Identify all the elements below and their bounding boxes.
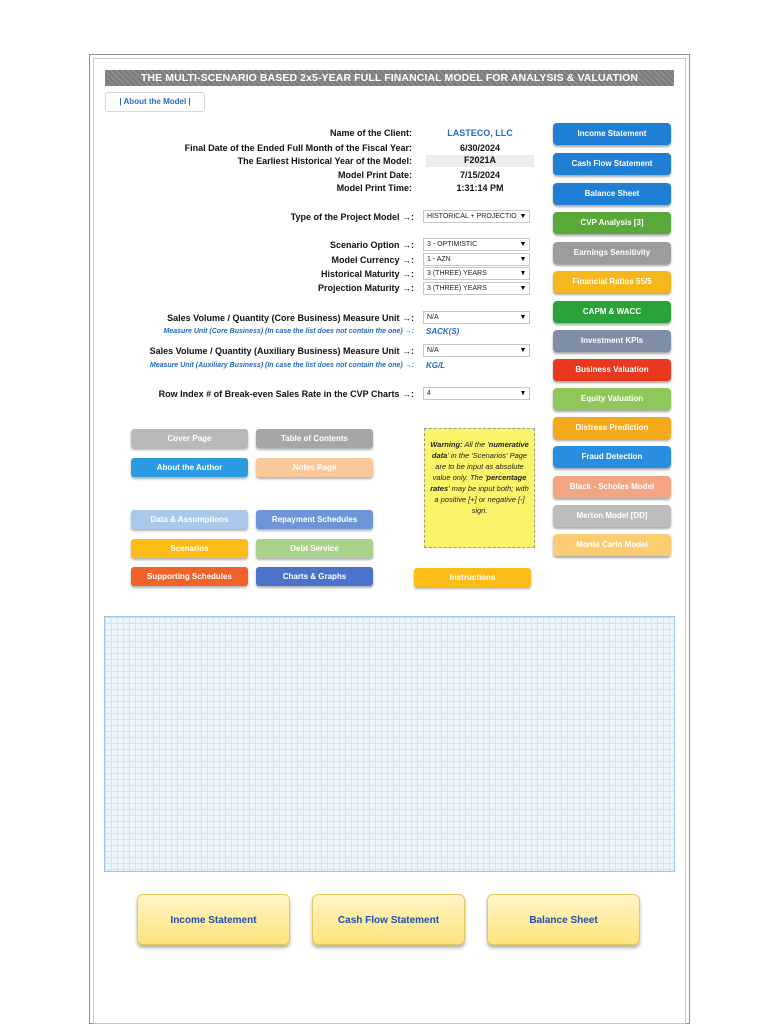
- aux-unit-dropdown[interactable]: N/A ▼: [423, 344, 530, 357]
- chevron-down-icon: ▼: [517, 239, 529, 250]
- warning-text: All the ': [462, 440, 489, 449]
- nav-label: Fraud Detection: [581, 452, 643, 461]
- nav-table-of-contents[interactable]: [256, 429, 373, 448]
- core-unit-label: Sales Volume / Quantity (Core Business) Measure Unit →:: [167, 313, 414, 323]
- aux-unit-custom-value[interactable]: KG/L: [426, 361, 446, 370]
- nav-cash-flow-statement[interactable]: [553, 153, 671, 175]
- nav-label: Earnings Sensitivity: [573, 248, 651, 257]
- nav-label: Repayment Schedules: [271, 515, 358, 524]
- warning-bold-numerative: numerative data: [431, 440, 529, 460]
- chevron-down-icon: ▼: [517, 312, 529, 323]
- nav-notes-page[interactable]: [256, 458, 373, 477]
- fiscal-date-label: Final Date of the Ended Full Month of the Fiscal Year:: [184, 143, 412, 153]
- model-currency-dropdown[interactable]: 1 - AZN ▼: [423, 253, 530, 266]
- scenario-option-label: Scenario Option →:: [329, 240, 414, 250]
- nav-capm-wacc[interactable]: [553, 301, 671, 323]
- earliest-year-value: F2021A: [426, 155, 534, 167]
- nav-monte-carlo-model[interactable]: [553, 534, 671, 556]
- nav-black-scholes-model[interactable]: [553, 476, 671, 498]
- nav-debt-service[interactable]: [256, 539, 373, 558]
- warning-note: [424, 428, 535, 548]
- model-title: THE MULTI-SCENARIO BASED 2x5-YEAR FULL FINANCIAL MODEL FOR ANALYSIS & VALUATION: [105, 70, 674, 86]
- nav-label: Instructions: [449, 573, 496, 582]
- print-date-label: Model Print Date:: [337, 170, 412, 180]
- nav-financial-ratios-55-5[interactable]: [553, 271, 671, 293]
- project-type-dropdown[interactable]: HISTORICAL + PROJECTIO ▼: [423, 210, 530, 223]
- chevron-down-icon: ▼: [517, 283, 529, 294]
- historical-maturity-label: Historical Maturity →:: [320, 269, 414, 279]
- scenario-option-dropdown[interactable]: 3 - OPTIMISTIC ▼: [423, 238, 530, 251]
- nav-about-author[interactable]: [131, 458, 248, 477]
- client-name-label: Name of the Client:: [329, 128, 412, 138]
- chevron-down-icon: ▼: [517, 211, 529, 222]
- core-unit-dropdown[interactable]: N/A ▼: [423, 311, 530, 324]
- chevron-down-icon: ▼: [517, 268, 529, 279]
- nav-label: Income Statement: [577, 129, 647, 138]
- nav-equity-valuation[interactable]: [553, 388, 671, 410]
- bottom-cash-flow-statement-button[interactable]: Cash Flow Statement: [312, 894, 465, 945]
- nav-label: Monte Carlo Model: [576, 540, 648, 549]
- nav-label: Debt Service: [290, 544, 339, 553]
- bottom-income-statement-button[interactable]: Income Statement: [137, 894, 290, 945]
- nav-label: Table of Contents: [281, 434, 348, 443]
- warning-text: ' in the 'Scenarios' Page are to be input as absolute value only. The ': [432, 451, 528, 482]
- nav-label: Supporting Schedules: [147, 572, 232, 581]
- core-unit-custom-value[interactable]: SACK(S): [426, 327, 460, 336]
- project-type-label: Type of the Project Model →:: [290, 212, 414, 222]
- nav-scenarios[interactable]: [131, 539, 248, 558]
- about-model-link[interactable]: | About the Model |: [105, 92, 205, 112]
- chart-placeholder-area: [104, 616, 675, 872]
- nav-label: Merton Model [DD]: [576, 511, 648, 520]
- nav-data-assumptions[interactable]: [131, 510, 248, 529]
- nav-cvp-analysis-3[interactable]: [553, 212, 671, 234]
- nav-instructions[interactable]: [414, 568, 531, 587]
- nav-label: Black - Scholes Model: [569, 482, 655, 491]
- bottom-balance-sheet-button[interactable]: Balance Sheet: [487, 894, 640, 945]
- nav-label: Scenarios: [170, 544, 209, 553]
- warning-prefix: Warning:: [430, 440, 463, 449]
- nav-income-statement[interactable]: [553, 123, 671, 145]
- nav-label: Cash Flow Statement: [571, 159, 653, 168]
- nav-label: Data & Assumptions: [150, 515, 229, 524]
- projection-maturity-dropdown[interactable]: 3 (THREE) YEARS ▼: [423, 282, 530, 295]
- row-index-dropdown[interactable]: 4 ▼: [423, 387, 530, 400]
- nav-charts-graphs[interactable]: [256, 567, 373, 586]
- nav-label: CAPM & WACC: [582, 307, 642, 316]
- fiscal-date-value: 6/30/2024: [459, 143, 501, 153]
- nav-cover-page[interactable]: [131, 429, 248, 448]
- nav-supporting-schedules[interactable]: [131, 567, 248, 586]
- nav-earnings-sensitivity[interactable]: [553, 242, 671, 264]
- warning-bold-percentage: percentage rates: [430, 473, 527, 493]
- nav-label: Cover Page: [167, 434, 212, 443]
- nav-label: Balance Sheet: [584, 189, 640, 198]
- client-name-value: LASTECO, LLC: [447, 128, 513, 138]
- nav-balance-sheet[interactable]: [553, 183, 671, 205]
- nav-fraud-detection[interactable]: [553, 446, 671, 468]
- nav-label: Distress Prediction: [575, 423, 649, 432]
- core-unit-custom-label: Measure Unit (Core Business) (In case the list does not contain the one) →:: [163, 328, 414, 335]
- nav-investment-kpis[interactable]: [553, 330, 671, 352]
- nav-label: About the Author: [156, 463, 223, 472]
- nav-label: Notes Page: [292, 463, 337, 472]
- warning-text: ' may be input both; with a positive [+] or negative [-] sign.: [434, 484, 529, 515]
- nav-label: Business Valuation: [575, 365, 649, 374]
- nav-business-valuation[interactable]: [553, 359, 671, 381]
- nav-label: Charts & Graphs: [282, 572, 347, 581]
- model-currency-label: Model Currency →:: [331, 255, 414, 265]
- chevron-down-icon: ▼: [517, 345, 529, 356]
- nav-label: Financial Ratios 55/5: [572, 277, 652, 286]
- historical-maturity-dropdown[interactable]: 3 (THREE) YEARS ▼: [423, 267, 530, 280]
- nav-merton-model-dd[interactable]: [553, 505, 671, 527]
- chevron-down-icon: ▼: [517, 388, 529, 399]
- print-time-label: Model Print Time:: [336, 183, 412, 193]
- nav-distress-prediction[interactable]: [553, 417, 671, 439]
- aux-unit-label: Sales Volume / Quantity (Auxiliary Business) Measure Unit →:: [149, 346, 414, 356]
- chevron-down-icon: ▼: [517, 254, 529, 265]
- nav-repayment-schedules[interactable]: [256, 510, 373, 529]
- projection-maturity-label: Projection Maturity →:: [317, 283, 414, 293]
- print-date-value: 7/15/2024: [459, 170, 501, 180]
- earliest-year-label: The Earliest Historical Year of the Model:: [237, 156, 412, 166]
- nav-label: Investment KPIs: [580, 336, 644, 345]
- print-time-value: 1:31:14 PM: [456, 183, 504, 193]
- row-index-label: Row Index # of Break-even Sales Rate in the CVP Charts →:: [158, 389, 414, 399]
- nav-label: CVP Analysis [3]: [580, 218, 644, 227]
- nav-label: Equity Valuation: [580, 394, 644, 403]
- aux-unit-custom-label: Measure Unit (Auxiliary Business) (In case the list does not contain the one) →:: [149, 362, 414, 369]
